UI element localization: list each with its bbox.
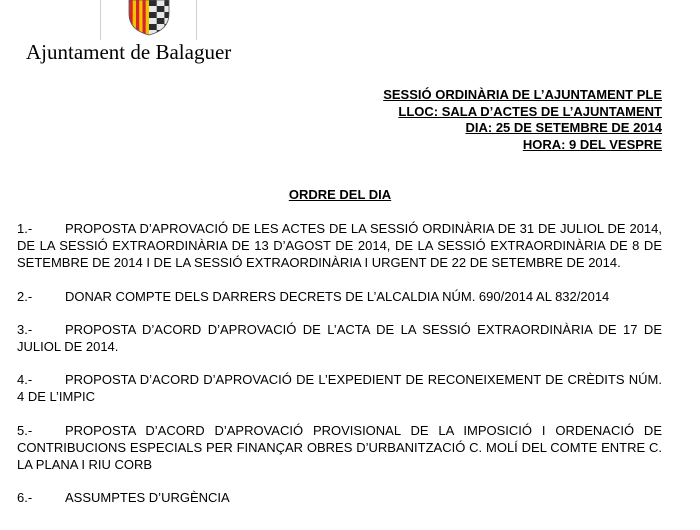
agenda-item bbox=[17, 220, 662, 272]
session-info bbox=[383, 87, 662, 153]
session-time: HORA: 9 DEL VESPRE bbox=[522, 136, 662, 152]
agenda-item bbox=[17, 371, 662, 405]
agenda-item-text: ASSUMPTES D’URGÈNCIA bbox=[65, 490, 230, 506]
agenda-item-text: PROPOSTA D’ACORD D’APROVACIÓ PROVISIONAL DE LA IMPOSICIÓ I ORDENACIÓ DE CONTRIBUCIONS ESPECIALS PER FINANÇAR OBRES D’URBANITZACIÓ C. MOLÍ DEL COMTE ENTRE C. LA PLANA I RIU CORB bbox=[17, 422, 662, 473]
agenda-item-number: 4.- bbox=[17, 372, 33, 388]
agenda-item-text: PROPOSTA D’ACORD D’APROVACIÓ DE L’ACTA DE LA SESSIÓ EXTRAORDINÀRIA DE 17 DE JULIOL DE 2014. bbox=[17, 321, 662, 355]
coat-of-arms-icon bbox=[126, 0, 172, 36]
agenda-item-number: 5.- bbox=[17, 422, 33, 438]
agenda-item bbox=[17, 422, 662, 474]
session-date: DIA: 25 DE SETEMBRE DE 2014 bbox=[465, 120, 662, 135]
session-type: SESSIÓ ORDINÀRIA DE L’AJUNTAMENT PLE bbox=[383, 87, 662, 102]
agenda-item bbox=[17, 321, 662, 355]
agenda-item-text: PROPOSTA D’ACORD D’APROVACIÓ DE L’EXPEDIENT DE RECONEIXEMENT DE CRÈDITS NÚM. 4 DE L’IMPIC bbox=[17, 372, 662, 405]
agenda-item-text: DONAR COMPTE DELS DARRERS DECRETS DE L’ALCALDIA NÚM. 690/2014 AL 832/2014 bbox=[65, 288, 610, 304]
agenda-item-number: 1.- bbox=[17, 221, 33, 236]
agenda-item bbox=[17, 288, 662, 305]
session-place: LLOC: SALA D’ACTES DE L’AJUNTAMENT bbox=[398, 103, 662, 119]
agenda-item-text: PROPOSTA D’APROVACIÓ DE LES ACTES DE LA SESSIÓ ORDINÀRIA DE 31 DE JULIOL DE 2014, DE LA SESSIÓ EXTRAORDINÀRIA DE 13 D’AGOST DE 2014, DE LA SESSIÓ EXTRAORDINÀRIA DE 8 DE SETEMBRE DE 2014 I DE LA SESSIÓ EXTRAORDINÀRIA I URGENT DE 22 DE SETEMBRE DE 2014. bbox=[17, 221, 662, 271]
agenda-item-number: 6.- bbox=[17, 490, 33, 506]
agenda-item-number: 2.- bbox=[17, 288, 33, 304]
organization-name: Ajuntament de Balaguer bbox=[26, 40, 232, 64]
agenda-title: ORDRE DEL DIA bbox=[288, 187, 392, 202]
agenda-item bbox=[17, 489, 662, 506]
agenda-item-number: 3.- bbox=[17, 321, 33, 337]
agenda-list bbox=[17, 220, 662, 522]
logo-frame bbox=[100, 0, 197, 40]
